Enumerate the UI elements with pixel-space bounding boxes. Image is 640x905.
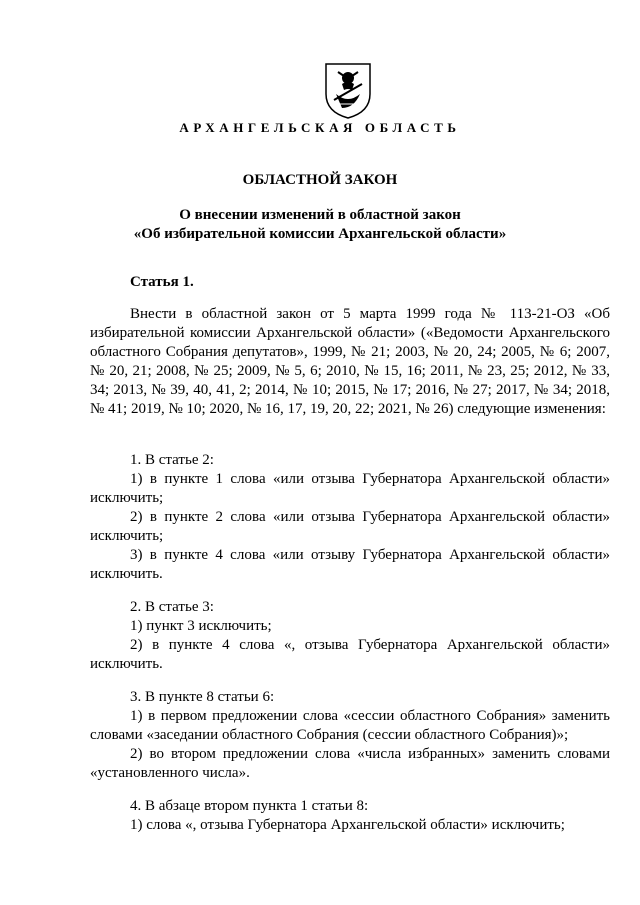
- section-2-heading: 2. В статье 3:: [130, 599, 214, 615]
- section-3-item-2: 2) во втором предложении слова «числа избранных» заменить словами «установленного числа».: [90, 746, 610, 781]
- law-subject: [0, 206, 640, 244]
- section-3-heading: 3. В пункте 8 статьи 6:: [130, 689, 275, 705]
- section-1-heading: 1. В статье 2:: [130, 452, 214, 468]
- section-4-heading: 4. В абзаце втором пункта 1 статьи 8:: [130, 798, 369, 814]
- arkhangelsk-coat-of-arms-icon: [324, 60, 372, 120]
- section-1-item-3: 3) в пункте 4 слова «или отзыву Губернатора Архангельской области» исключить.: [90, 547, 610, 582]
- law-subject-line-1: О внесении изменений в областной закон: [179, 207, 461, 223]
- section-4-item-1: 1) слова «, отзыва Губернатора Архангельской области» исключить;: [130, 817, 565, 833]
- law-subject-line-2: «Об избирательной комиссии Архангельской области»: [133, 226, 507, 242]
- section-2-item-2: 2) в пункте 4 слова «, отзыва Губернатора Архангельской области» исключить.: [90, 637, 610, 672]
- section-1-item-1: 1) в пункте 1 слова «или отзыва Губернатора Архангельской области» исключить;: [90, 471, 610, 506]
- article-intro: Внести в областной закон от 5 марта 1999 года № 113-21-ОЗ «Об избирательной комиссии Архангельской области» («Ведомости Архангельского областного Собрания депутатов», 1999, № 21; 2003, № 20, 24; 2005, № 6; 2007, № 20, 21; 2008, № 25; 2009, № 5, 6; 2010, № 15, 16; 2011, № 23, 25; 2012, № 33, 34; 2013, № 39, 40, 41, 2; 2014, № 10; 2015, № 17; 2016, № 27; 2017, № 34; 2018, № 41; 2019, № 10; 2020, № 16, 17, 19, 20, 22; 2021, № 26) следующие изменения:: [90, 306, 610, 417]
- article-title: Статья 1.: [130, 274, 194, 290]
- region-title: АРХАНГЕЛЬСКАЯ ОБЛАСТЬ: [179, 120, 461, 135]
- document-type: ОБЛАСТНОЙ ЗАКОН: [242, 172, 398, 188]
- section-2-item-1: 1) пункт 3 исключить;: [130, 618, 272, 634]
- section-1-item-2: 2) в пункте 2 слова «или отзыва Губернатора Архангельской области» исключить;: [90, 509, 610, 544]
- section-3-item-1: 1) в первом предложении слова «сессии областного Собрания» заменить словами «заседании областного Собрания (сессии областного Собрания)»;: [90, 708, 610, 743]
